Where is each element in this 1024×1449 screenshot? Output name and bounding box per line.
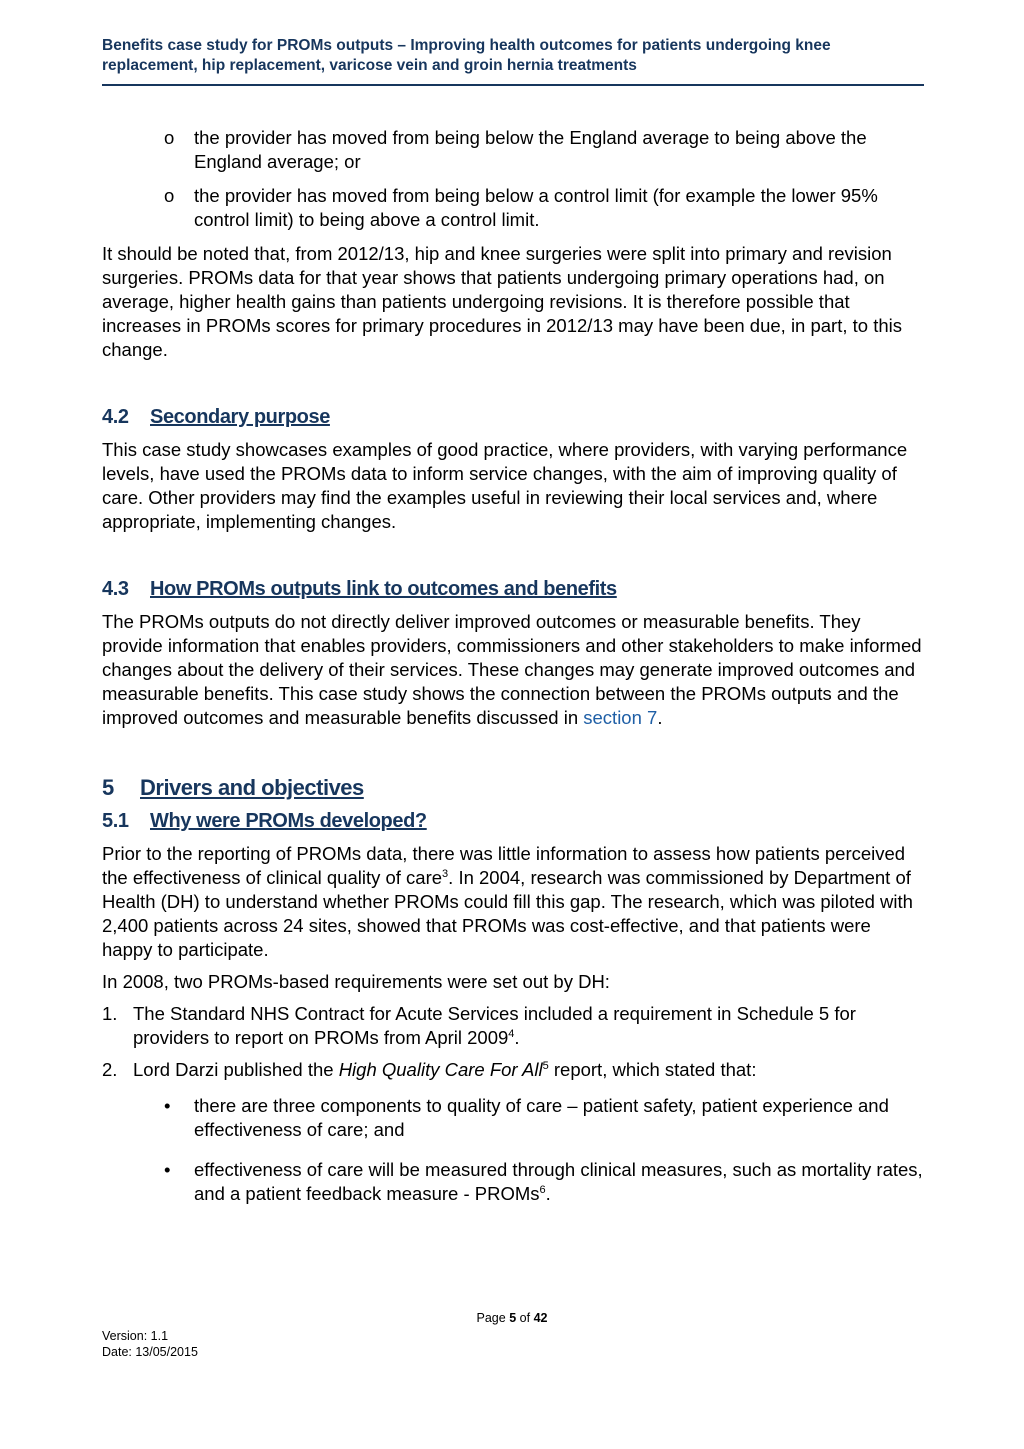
section-5-1-paragraph <box>102 842 924 962</box>
footnote-ref: 5 <box>542 1059 549 1072</box>
bullet-text: effectiveness of care will be measured through clinical measures, such as mortality rates, and a patient feedback measure - PROMs <box>194 1159 923 1204</box>
total-pages: 42 <box>533 1311 548 1325</box>
section-title: Why were PROMs developed? <box>150 810 427 832</box>
section-number: 4.2 <box>102 406 129 428</box>
intro-paragraph: It should be noted that, from 2012/13, hip and knee surgeries were split into primary and revision surgeries. PROMs data for that year shows that patients undergoing primary operations had, on average, higher health gains than patients undergoing revisions. It is therefore possible that increases in PROMs scores for primary procedures in 2012/13 may have been due, in part, to this change. <box>102 243 902 360</box>
list-item-text: report, which stated that: <box>548 1059 757 1080</box>
bullet-item <box>102 1094 924 1142</box>
bullet-end: . <box>545 1183 551 1204</box>
list-item <box>102 1002 924 1050</box>
section-number: 4.3 <box>102 578 129 600</box>
section-4-3-paragraph <box>102 610 924 730</box>
report-title: High Quality Care For All <box>338 1059 543 1080</box>
list-item <box>102 1058 924 1206</box>
intro-list <box>102 126 924 232</box>
list-item <box>102 184 924 232</box>
list-marker: o <box>164 185 175 206</box>
list-item-text: Lord Darzi published the <box>133 1059 339 1080</box>
current-page: 5 <box>509 1311 517 1325</box>
list-item-text: the provider has moved from being below a control limit (for example the lower 95% control limit) to being above a control limit. <box>194 185 878 230</box>
version-label: Version: 1.1 <box>102 1329 169 1343</box>
section-7-link[interactable]: section 7 <box>583 707 658 728</box>
requirements-list <box>102 1002 924 1206</box>
section-title: How PROMs outputs link to outcomes and benefits <box>150 578 617 600</box>
list-marker: 1. <box>102 1003 118 1024</box>
date-label: Date: 13/05/2015 <box>102 1345 198 1359</box>
bullet-text: there are three components to quality of care – patient safety, patient experience and effectiveness of care; and <box>194 1095 889 1140</box>
page-of: of <box>519 1311 531 1325</box>
list-marker: 2. <box>102 1059 118 1080</box>
section-heading-4-3 <box>102 576 924 602</box>
page-number <box>0 1310 1024 1326</box>
paragraph-text: Prior to the reporting of PROMs data, there was little information to assess how patients perceived the effectiveness of clinical quality of care <box>102 843 906 888</box>
footnote-ref: 3 <box>442 867 449 880</box>
paragraph-text: . <box>657 707 663 728</box>
bullet-list <box>133 1094 924 1206</box>
document-title: Benefits case study for PROMs outputs – Improving health outcomes for patients undergoing knee replacement, hip replacement, varicose vein and groin hernia treatments <box>102 37 831 74</box>
footnote-ref: 6 <box>539 1183 546 1196</box>
list-marker: o <box>164 127 175 148</box>
bullet-icon: • <box>164 1095 171 1116</box>
requirements-intro: In 2008, two PROMs-based requirements were set out by DH: <box>102 971 610 992</box>
page-content <box>102 126 924 1222</box>
list-item <box>102 126 924 174</box>
section-heading-5-1 <box>102 808 924 834</box>
footnote-ref: 4 <box>508 1027 515 1040</box>
page-prefix: Page <box>476 1311 506 1325</box>
paragraph-text: . In 2004, research was commissioned by Department of Health (DH) to understand whether PROMs could fill this gap. The research, which was piloted with 2,400 patients across 24 sites, showed that PROMs was cost-effective, and that patients were happy to participate. <box>102 867 913 960</box>
footer <box>102 1328 198 1360</box>
section-heading-4-2 <box>102 404 924 430</box>
section-4-2-paragraph: This case study showcases examples of good practice, where providers, with varying performance levels, have used the PROMs data to inform service changes, with the aim of improving quality of care. Other providers may find the examples useful in reviewing their local services and, where appropriate, implementing changes. <box>102 439 908 532</box>
chapter-heading-5 <box>102 774 924 802</box>
bullet-icon: • <box>164 1159 171 1180</box>
bullet-item <box>102 1158 924 1206</box>
section-title: Secondary purpose <box>150 406 330 428</box>
page-header <box>102 36 924 86</box>
list-item-text: The Standard NHS Contract for Acute Services included a requirement in Schedule 5 for providers to report on PROMs from April 2009 <box>133 1003 856 1048</box>
paragraph-text: The PROMs outputs do not directly deliver improved outcomes or measurable benefits. They provide information that enables providers, commissioners and other stakeholders to make informed changes about the delivery of their services. These changes may generate improved outcomes and measurable benefits. This case study shows the connection between the PROMs outputs and the improved outcomes and measurable benefits discussed in <box>102 611 922 728</box>
chapter-title: Drivers and objectives <box>140 775 364 800</box>
section-number: 5.1 <box>102 810 129 832</box>
list-item-text: the provider has moved from being below the England average to being above the England average; or <box>194 127 867 172</box>
list-item-end: . <box>514 1027 520 1048</box>
chapter-number: 5 <box>102 775 114 800</box>
